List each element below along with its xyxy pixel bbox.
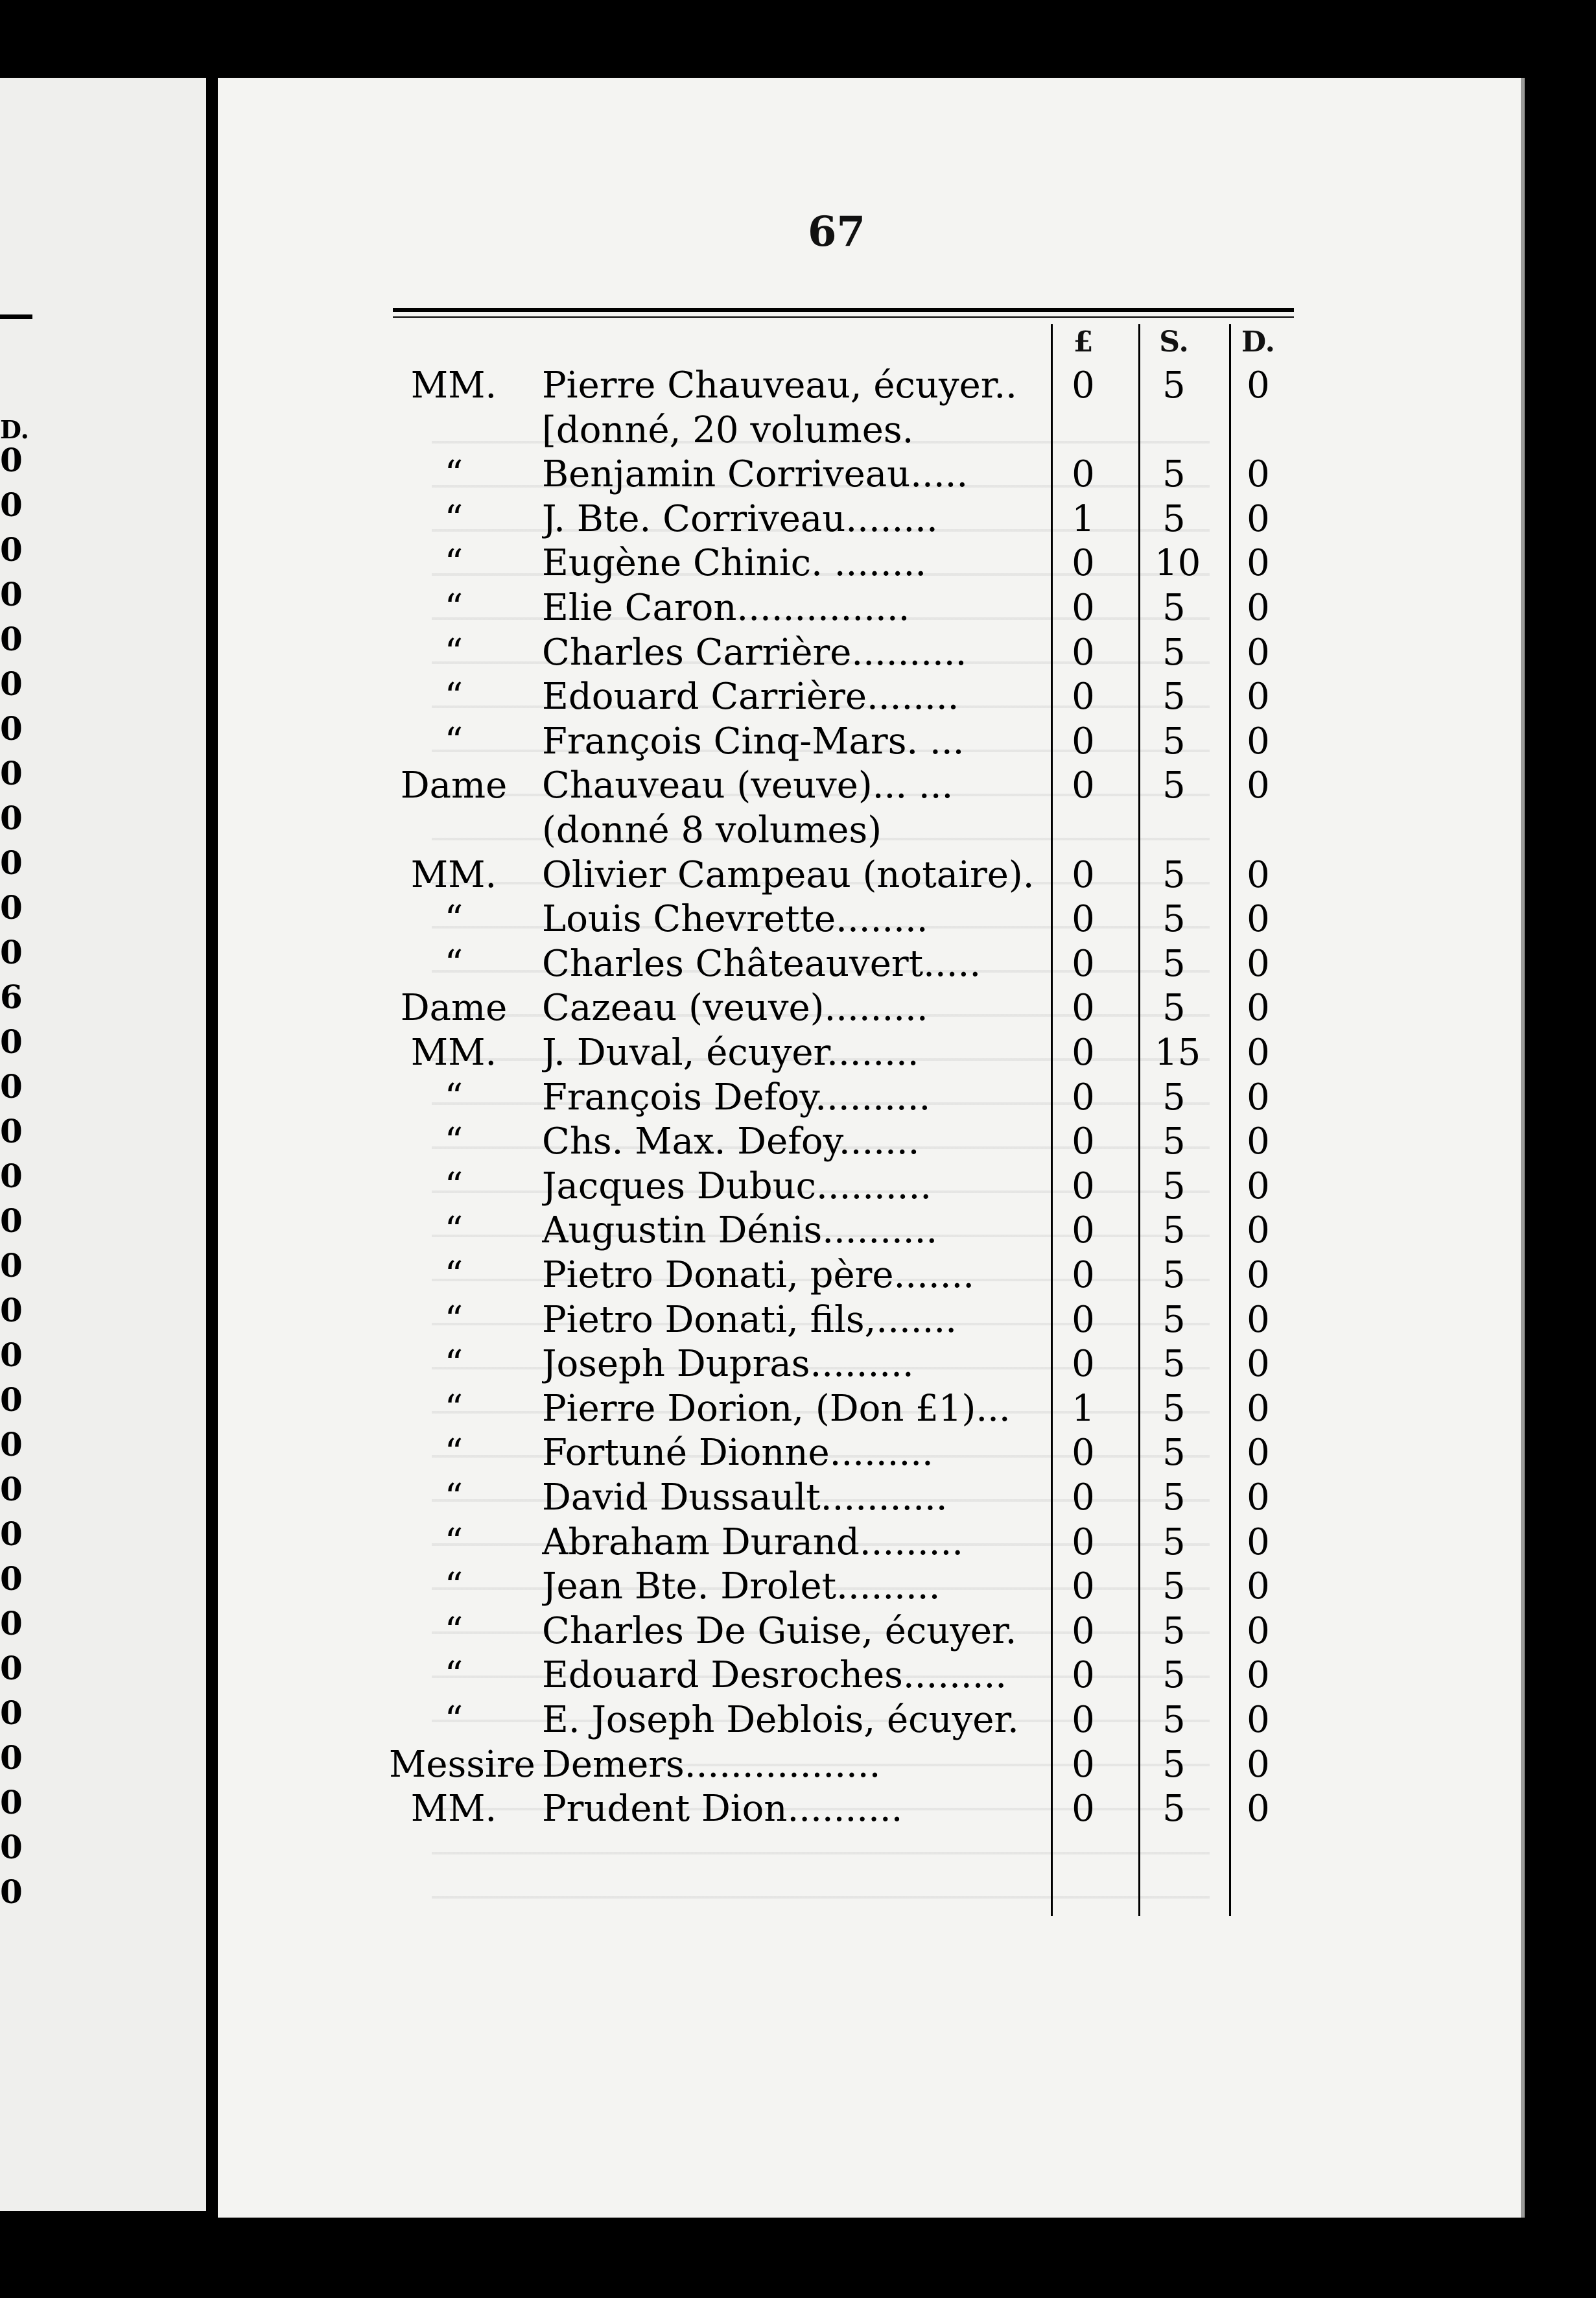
- entry-shillings: 5: [1162, 676, 1186, 718]
- entry-shillings: 5: [1162, 1076, 1186, 1119]
- entry-shillings: 5: [1162, 497, 1186, 540]
- facing-page-value: 0: [0, 1559, 23, 1598]
- list-item: [218, 720, 1521, 764]
- list-item: [218, 1254, 1521, 1298]
- entry-name: J. Bte. Corriveau........: [542, 497, 938, 540]
- facing-page-value: 0: [0, 1336, 23, 1374]
- list-item: [218, 1165, 1521, 1209]
- list-item: [218, 676, 1521, 720]
- entry-name: (donné 8 volumes): [542, 809, 882, 851]
- entry-shillings: 5: [1162, 631, 1186, 674]
- facing-page-value: 0: [0, 754, 23, 792]
- entry-title: “: [444, 1521, 464, 1563]
- entry-name: Prudent Dion..........: [542, 1788, 903, 1830]
- entry-pence: 0: [1247, 676, 1270, 718]
- entry-pence: 0: [1247, 631, 1270, 674]
- entry-name: J. Duval, écuyer........: [542, 1032, 919, 1074]
- entry-title: “: [444, 631, 464, 674]
- entry-name: Chauveau (veuve)... ...: [542, 764, 954, 807]
- entry-shillings: 5: [1162, 764, 1186, 807]
- entry-shillings: 5: [1162, 453, 1186, 496]
- entry-pounds: 0: [1072, 1699, 1095, 1741]
- facing-page-value: 0: [0, 620, 23, 658]
- entry-name: Chs. Max. Defoy.......: [542, 1120, 920, 1163]
- entry-name: Benjamin Corriveau.....: [542, 453, 968, 496]
- entry-pence: 0: [1247, 1032, 1270, 1074]
- list-item: [218, 1076, 1521, 1120]
- entry-shillings: 5: [1162, 1120, 1186, 1163]
- entry-shillings: 5: [1162, 1699, 1186, 1741]
- entry-shillings: 5: [1162, 1387, 1186, 1430]
- facing-page-value: 0: [0, 1649, 23, 1687]
- entry-shillings: 5: [1162, 1298, 1186, 1341]
- list-item: [218, 943, 1521, 987]
- entry-shillings: 5: [1162, 853, 1186, 896]
- book-page: [218, 78, 1525, 2218]
- entry-name: Edouard Carrière........: [542, 676, 959, 718]
- entry-name: François Cinq-Mars. ...: [542, 720, 965, 763]
- facing-page-value: 0: [0, 1067, 23, 1106]
- entry-title: Dame: [400, 987, 508, 1030]
- entry-shillings: 5: [1162, 1432, 1186, 1475]
- entry-pounds: 0: [1072, 898, 1095, 941]
- facing-page-value: 0: [0, 1202, 23, 1240]
- entry-title: “: [444, 942, 464, 985]
- entry-name: Olivier Campeau (notaire).: [542, 853, 1035, 896]
- entry-pounds: 0: [1072, 1521, 1095, 1563]
- facing-page-value: 0: [0, 844, 23, 882]
- entry-pounds: 0: [1072, 1788, 1095, 1830]
- list-item: [218, 498, 1521, 542]
- pounds-header: £: [1073, 326, 1094, 359]
- entry-pence: 0: [1247, 497, 1270, 540]
- list-item: [218, 1120, 1521, 1165]
- entry-pence: 0: [1247, 1387, 1270, 1430]
- entry-name: Louis Chevrette........: [542, 898, 928, 941]
- facing-page-value: 0: [0, 1291, 23, 1329]
- entry-pounds: 0: [1072, 764, 1095, 807]
- entry-name: Pietro Donati, fils,.......: [542, 1298, 957, 1341]
- list-item: [218, 1521, 1521, 1565]
- entry-pence: 0: [1247, 542, 1270, 585]
- entry-title: “: [444, 587, 464, 629]
- list-item: [218, 809, 1521, 853]
- facing-page-value: 0: [0, 1515, 23, 1553]
- entry-title: MM.: [410, 1032, 497, 1074]
- entry-title: “: [444, 542, 464, 585]
- entry-shillings: 5: [1162, 987, 1186, 1030]
- entry-name: Pietro Donati, père.......: [542, 1254, 975, 1296]
- entry-pence: 0: [1247, 587, 1270, 629]
- entry-pence: 0: [1247, 764, 1270, 807]
- entry-title: Messire: [389, 1743, 535, 1786]
- entry-name: Pierre Dorion, (Don £1)...: [542, 1387, 1011, 1430]
- facing-page-value: 0: [0, 1738, 23, 1777]
- facing-page-column-header: D.: [0, 415, 29, 444]
- facing-page-value: 0: [0, 1470, 23, 1508]
- entry-name: Charles De Guise, écuyer.: [542, 1609, 1017, 1652]
- entry-name: Augustin Dénis..........: [542, 1209, 938, 1252]
- facing-page: [0, 78, 206, 2211]
- entry-shillings: 5: [1162, 1521, 1186, 1563]
- facing-page-value: 0: [0, 799, 23, 837]
- entry-title: “: [444, 1165, 464, 1207]
- entry-pounds: 1: [1072, 497, 1095, 540]
- entry-name: Charles Carrière..........: [542, 631, 967, 674]
- facing-page-value: 0: [0, 665, 23, 703]
- entry-name: Joseph Dupras.........: [542, 1343, 914, 1386]
- entry-pence: 0: [1247, 1343, 1270, 1386]
- entry-shillings: 5: [1162, 1788, 1186, 1830]
- entry-pence: 0: [1247, 1165, 1270, 1207]
- list-item: [218, 1788, 1521, 1832]
- entry-name: Elie Caron...............: [542, 587, 910, 629]
- entry-pence: 0: [1247, 1298, 1270, 1341]
- entry-name: Abraham Durand.........: [542, 1521, 964, 1563]
- entry-title: “: [444, 1387, 464, 1430]
- entry-name: Pierre Chauveau, écuyer..: [542, 364, 1017, 407]
- list-item: [218, 1476, 1521, 1521]
- entry-pence: 0: [1247, 898, 1270, 941]
- entry-title: MM.: [410, 853, 497, 896]
- entry-pounds: 0: [1072, 676, 1095, 718]
- entry-pounds: 0: [1072, 1298, 1095, 1341]
- entry-shillings: 5: [1162, 1743, 1186, 1786]
- entry-pence: 0: [1247, 453, 1270, 496]
- entry-shillings: 5: [1162, 1209, 1186, 1252]
- list-item: [218, 1565, 1521, 1609]
- entry-title: “: [444, 1565, 464, 1608]
- list-item: [218, 1209, 1521, 1253]
- entry-title: Dame: [400, 764, 508, 807]
- entry-pounds: 0: [1072, 987, 1095, 1030]
- entry-pence: 0: [1247, 364, 1270, 407]
- list-item: [218, 854, 1521, 898]
- entry-pounds: 0: [1072, 1032, 1095, 1074]
- entry-pounds: 0: [1072, 1165, 1095, 1207]
- list-item: [218, 1299, 1521, 1343]
- list-item: [218, 1388, 1521, 1432]
- entry-pence: 0: [1247, 720, 1270, 763]
- entry-title: “: [444, 1609, 464, 1652]
- list-item: [218, 409, 1521, 453]
- entry-title: “: [444, 1343, 464, 1386]
- entry-name: E. Joseph Deblois, écuyer.: [542, 1699, 1019, 1741]
- entry-pence: 0: [1247, 853, 1270, 896]
- entry-name: Fortuné Dionne.........: [542, 1432, 933, 1475]
- list-item: [218, 632, 1521, 676]
- entry-pounds: 0: [1072, 853, 1095, 896]
- pence-header: D.: [1241, 326, 1275, 359]
- entry-pounds: 0: [1072, 453, 1095, 496]
- facing-page-value: 0: [0, 1828, 23, 1866]
- entry-pence: 0: [1247, 1699, 1270, 1741]
- entry-pence: 0: [1247, 1120, 1270, 1163]
- entry-pounds: 0: [1072, 1609, 1095, 1652]
- facing-page-value: 0: [0, 530, 23, 569]
- list-item: [218, 1744, 1521, 1788]
- entry-pounds: 1: [1072, 1387, 1095, 1430]
- entry-title: “: [444, 898, 464, 941]
- entry-shillings: 5: [1162, 1565, 1186, 1608]
- entry-pounds: 0: [1072, 1476, 1095, 1519]
- entry-name: François Defoy..........: [542, 1076, 931, 1119]
- list-item: [218, 1610, 1521, 1654]
- entry-shillings: 15: [1155, 1032, 1201, 1074]
- entry-pounds: 0: [1072, 1654, 1095, 1697]
- entry-pence: 0: [1247, 1209, 1270, 1252]
- facing-page-value: 0: [0, 1112, 23, 1150]
- entry-pence: 0: [1247, 942, 1270, 985]
- facing-page-value: 0: [0, 1157, 23, 1195]
- list-item: [218, 898, 1521, 942]
- entry-pounds: 0: [1072, 1076, 1095, 1119]
- facing-page-value: 0: [0, 1380, 23, 1419]
- facing-page-value: 0: [0, 1873, 23, 1911]
- entry-pounds: 0: [1072, 587, 1095, 629]
- entry-shillings: 5: [1162, 942, 1186, 985]
- entry-pounds: 0: [1072, 1565, 1095, 1608]
- entry-title: “: [444, 1654, 464, 1697]
- entry-name: [donné, 20 volumes.: [542, 409, 914, 451]
- list-item: [218, 364, 1521, 409]
- facing-page-value: 0: [0, 486, 23, 524]
- entry-shillings: 5: [1162, 1476, 1186, 1519]
- entry-shillings: 5: [1162, 587, 1186, 629]
- entry-shillings: 5: [1162, 1609, 1186, 1652]
- entry-pence: 0: [1247, 1743, 1270, 1786]
- entry-pounds: 0: [1072, 542, 1095, 585]
- facing-page-value: 0: [0, 933, 23, 971]
- entry-title: “: [444, 676, 464, 718]
- entry-title: “: [444, 1209, 464, 1252]
- entry-name: Eugène Chinic. ........: [542, 542, 927, 585]
- entry-pence: 0: [1247, 1076, 1270, 1119]
- list-item: [218, 1343, 1521, 1387]
- entry-pence: 0: [1247, 1432, 1270, 1475]
- facing-page-value: 0: [0, 1694, 23, 1732]
- entry-title: “: [444, 1432, 464, 1475]
- entry-shillings: 5: [1162, 720, 1186, 763]
- entry-pounds: 0: [1072, 1432, 1095, 1475]
- page-number: 67: [808, 207, 866, 256]
- entry-shillings: 5: [1162, 1343, 1186, 1386]
- facing-page-value: 0: [0, 1425, 23, 1463]
- entry-shillings: 5: [1162, 1165, 1186, 1207]
- entry-name: Edouard Desroches.........: [542, 1654, 1007, 1697]
- shillings-header: S.: [1159, 326, 1189, 359]
- entry-pence: 0: [1247, 1476, 1270, 1519]
- facing-page-value: 0: [0, 1246, 23, 1285]
- entry-pence: 0: [1247, 1565, 1270, 1608]
- facing-page-value: 0: [0, 1023, 23, 1061]
- entry-name: Cazeau (veuve).........: [542, 987, 928, 1030]
- facing-page-value: 0: [0, 888, 23, 927]
- entry-name: Charles Châteauvert.....: [542, 942, 981, 985]
- entry-shillings: 5: [1162, 1254, 1186, 1296]
- list-item: [218, 1699, 1521, 1743]
- facing-page-value: 6: [0, 978, 23, 1016]
- entry-pounds: 0: [1072, 1209, 1095, 1252]
- facing-page-value: 0: [0, 1783, 23, 1821]
- facing-page-value: 0: [0, 1604, 23, 1642]
- list-item: [218, 587, 1521, 631]
- entry-pence: 0: [1247, 1254, 1270, 1296]
- entry-title: “: [444, 497, 464, 540]
- facing-page-value: 0: [0, 441, 23, 479]
- entry-pence: 0: [1247, 1521, 1270, 1563]
- entry-pounds: 0: [1072, 631, 1095, 674]
- entry-pence: 0: [1247, 1654, 1270, 1697]
- entry-pounds: 0: [1072, 1343, 1095, 1386]
- entry-title: “: [444, 1254, 464, 1296]
- entry-pounds: 0: [1072, 1743, 1095, 1786]
- entry-shillings: 5: [1162, 898, 1186, 941]
- entry-title: “: [444, 1476, 464, 1519]
- header-rule: [393, 308, 1294, 312]
- entry-title: “: [444, 720, 464, 763]
- entry-name: David Dussault...........: [542, 1476, 948, 1519]
- entry-name: Jean Bte. Drolet.........: [542, 1565, 941, 1608]
- list-item: [218, 1032, 1521, 1076]
- list-item: [218, 1432, 1521, 1476]
- entry-pounds: 0: [1072, 942, 1095, 985]
- entry-pounds: 0: [1072, 720, 1095, 763]
- entry-shillings: 5: [1162, 364, 1186, 407]
- list-item: [218, 987, 1521, 1031]
- entry-title: MM.: [410, 364, 497, 407]
- entry-pence: 0: [1247, 1609, 1270, 1652]
- entry-title: “: [444, 1120, 464, 1163]
- entry-pence: 0: [1247, 987, 1270, 1030]
- list-item: [218, 764, 1521, 809]
- list-item: [218, 542, 1521, 586]
- entry-shillings: 5: [1162, 1654, 1186, 1697]
- list-item: [218, 453, 1521, 497]
- entry-title: MM.: [410, 1788, 497, 1830]
- entry-title: “: [444, 1699, 464, 1741]
- list-item: [218, 1654, 1521, 1698]
- header-rule-thin: [393, 316, 1294, 318]
- entry-pounds: 0: [1072, 364, 1095, 407]
- entry-shillings: 10: [1155, 542, 1201, 585]
- entry-title: “: [444, 1298, 464, 1341]
- entry-name: Jacques Dubuc..........: [542, 1165, 932, 1207]
- entry-title: “: [444, 453, 464, 496]
- entry-name: Demers.................: [542, 1743, 881, 1786]
- facing-page-value: 0: [0, 709, 23, 748]
- entry-pounds: 0: [1072, 1254, 1095, 1296]
- entry-title: “: [444, 1076, 464, 1119]
- entry-pounds: 0: [1072, 1120, 1095, 1163]
- entry-pence: 0: [1247, 1788, 1270, 1830]
- facing-page-value: 0: [0, 575, 23, 613]
- facing-page-rule: [0, 314, 32, 319]
